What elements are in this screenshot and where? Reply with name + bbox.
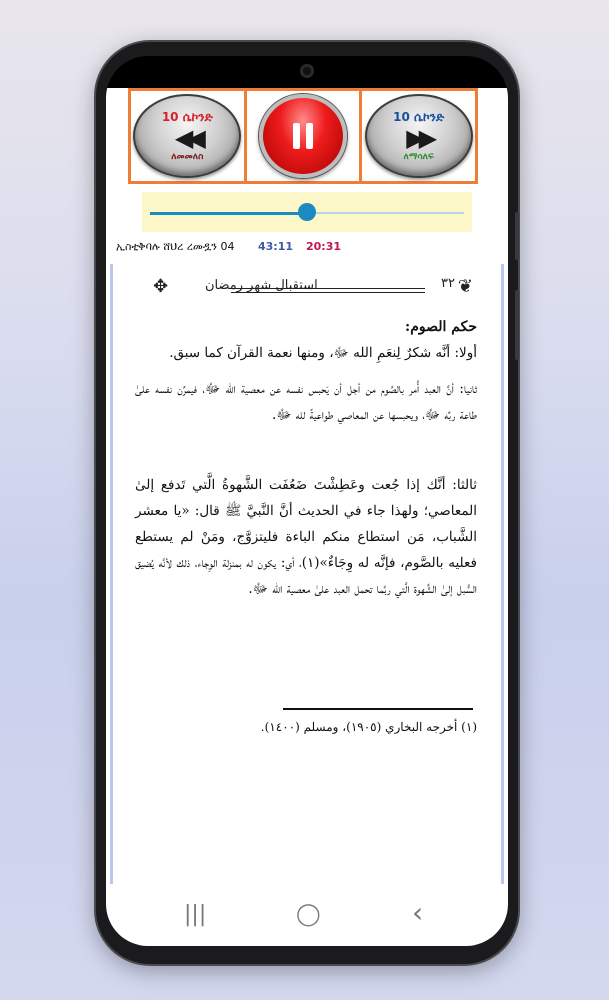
ornament-right-icon: ❦ xyxy=(457,276,473,297)
paragraph-3: ثالثا: أنَّك إذا جُعت وعَطِشْتَ ضَعُفَت الشَّهوةُ الَّتي تَدفع إلىٰ المعاصي؛ ولهذا جاء في الحديث أنَّ النَّبيَّ ﷺ قال: «يا معشر الشَّباب، مَن استطاع منكم الباءة فليتزوَّج، ومَنْ لم يستطع فعليه بالصَّوم، فإنَّه له وِجَاءٌ»(١)، أي: يكون له بمنزلة الوِجاء، ذلك لأنَّه يُضيق السُّبل إلىٰ الشَّهوة الَّتي ربَّما تحمل العبد علىٰ معصية الله ﷻ. xyxy=(135,477,477,597)
power-button xyxy=(515,290,519,360)
track-title: ኢስቲቅባሉ ሸህረ ረመዷን 04 xyxy=(116,240,235,253)
elapsed-time: 43:11 xyxy=(258,240,294,253)
status-line xyxy=(106,238,508,258)
front-camera xyxy=(300,64,314,78)
page-header-band xyxy=(153,278,473,302)
paragraph-2: ثانيا: أنَّ العبد أُمر بالصَّوم من أجل أن يَحبس نفسه عن معصية الله ﷻ، فيمرِّن نفسه علىٰ طاعة ربِّه ﷻ، ويحبسها عن المعاصي طواعيةً لله ﷻ. xyxy=(135,381,477,423)
recents-icon[interactable]: ||| xyxy=(184,902,207,927)
rewind-bottom-label: ለመመለስ xyxy=(171,152,204,162)
footnote-rule xyxy=(283,708,473,710)
seek-thumb[interactable] xyxy=(298,203,316,221)
player-controls xyxy=(128,88,478,184)
rewind-top-label: 10 ሴኮንድ xyxy=(161,110,213,124)
volume-button xyxy=(515,212,519,260)
pause-icon xyxy=(293,123,313,149)
back-icon[interactable]: ‹ xyxy=(412,896,424,929)
section-heading: حكم الصوم: xyxy=(405,319,477,335)
forward-10-button[interactable] xyxy=(362,91,475,181)
forward-icon: ▶▶ xyxy=(406,124,432,152)
pause-button[interactable] xyxy=(247,91,363,181)
page-number: ٣٢ xyxy=(441,276,455,291)
forward-bottom-label: ለማሳለፍ xyxy=(403,152,434,162)
app-content xyxy=(106,88,508,884)
home-icon[interactable]: ◯ xyxy=(296,902,321,927)
seek-slider[interactable] xyxy=(142,192,472,232)
book-page[interactable] xyxy=(110,264,504,884)
page-header-title: استقبال شهر رمضان xyxy=(205,278,318,293)
forward-top-label: 10 ሴኮንድ xyxy=(393,110,445,124)
footnote: (١) أخرجه البخاري (١٩٠٥)، ومسلم (١٤٠٠). xyxy=(260,720,477,734)
total-time: 20:31 xyxy=(306,240,342,253)
pause-knob xyxy=(259,94,347,178)
seek-track-fill xyxy=(150,212,307,215)
rewind-knob xyxy=(133,94,241,178)
paragraph-1: أولا: أنَّه شكرٌ لِنعَمِ الله ﷻ، ومنها نعمة القرآن كما سبق. xyxy=(169,345,477,361)
rewind-10-button[interactable] xyxy=(131,91,247,181)
rewind-icon: ◀◀ xyxy=(174,124,200,152)
ornament-left-icon: ✥ xyxy=(153,276,169,297)
phone-screen xyxy=(106,56,508,946)
forward-knob xyxy=(365,94,473,178)
header-rule xyxy=(231,288,425,293)
system-nav-bar xyxy=(106,884,508,946)
